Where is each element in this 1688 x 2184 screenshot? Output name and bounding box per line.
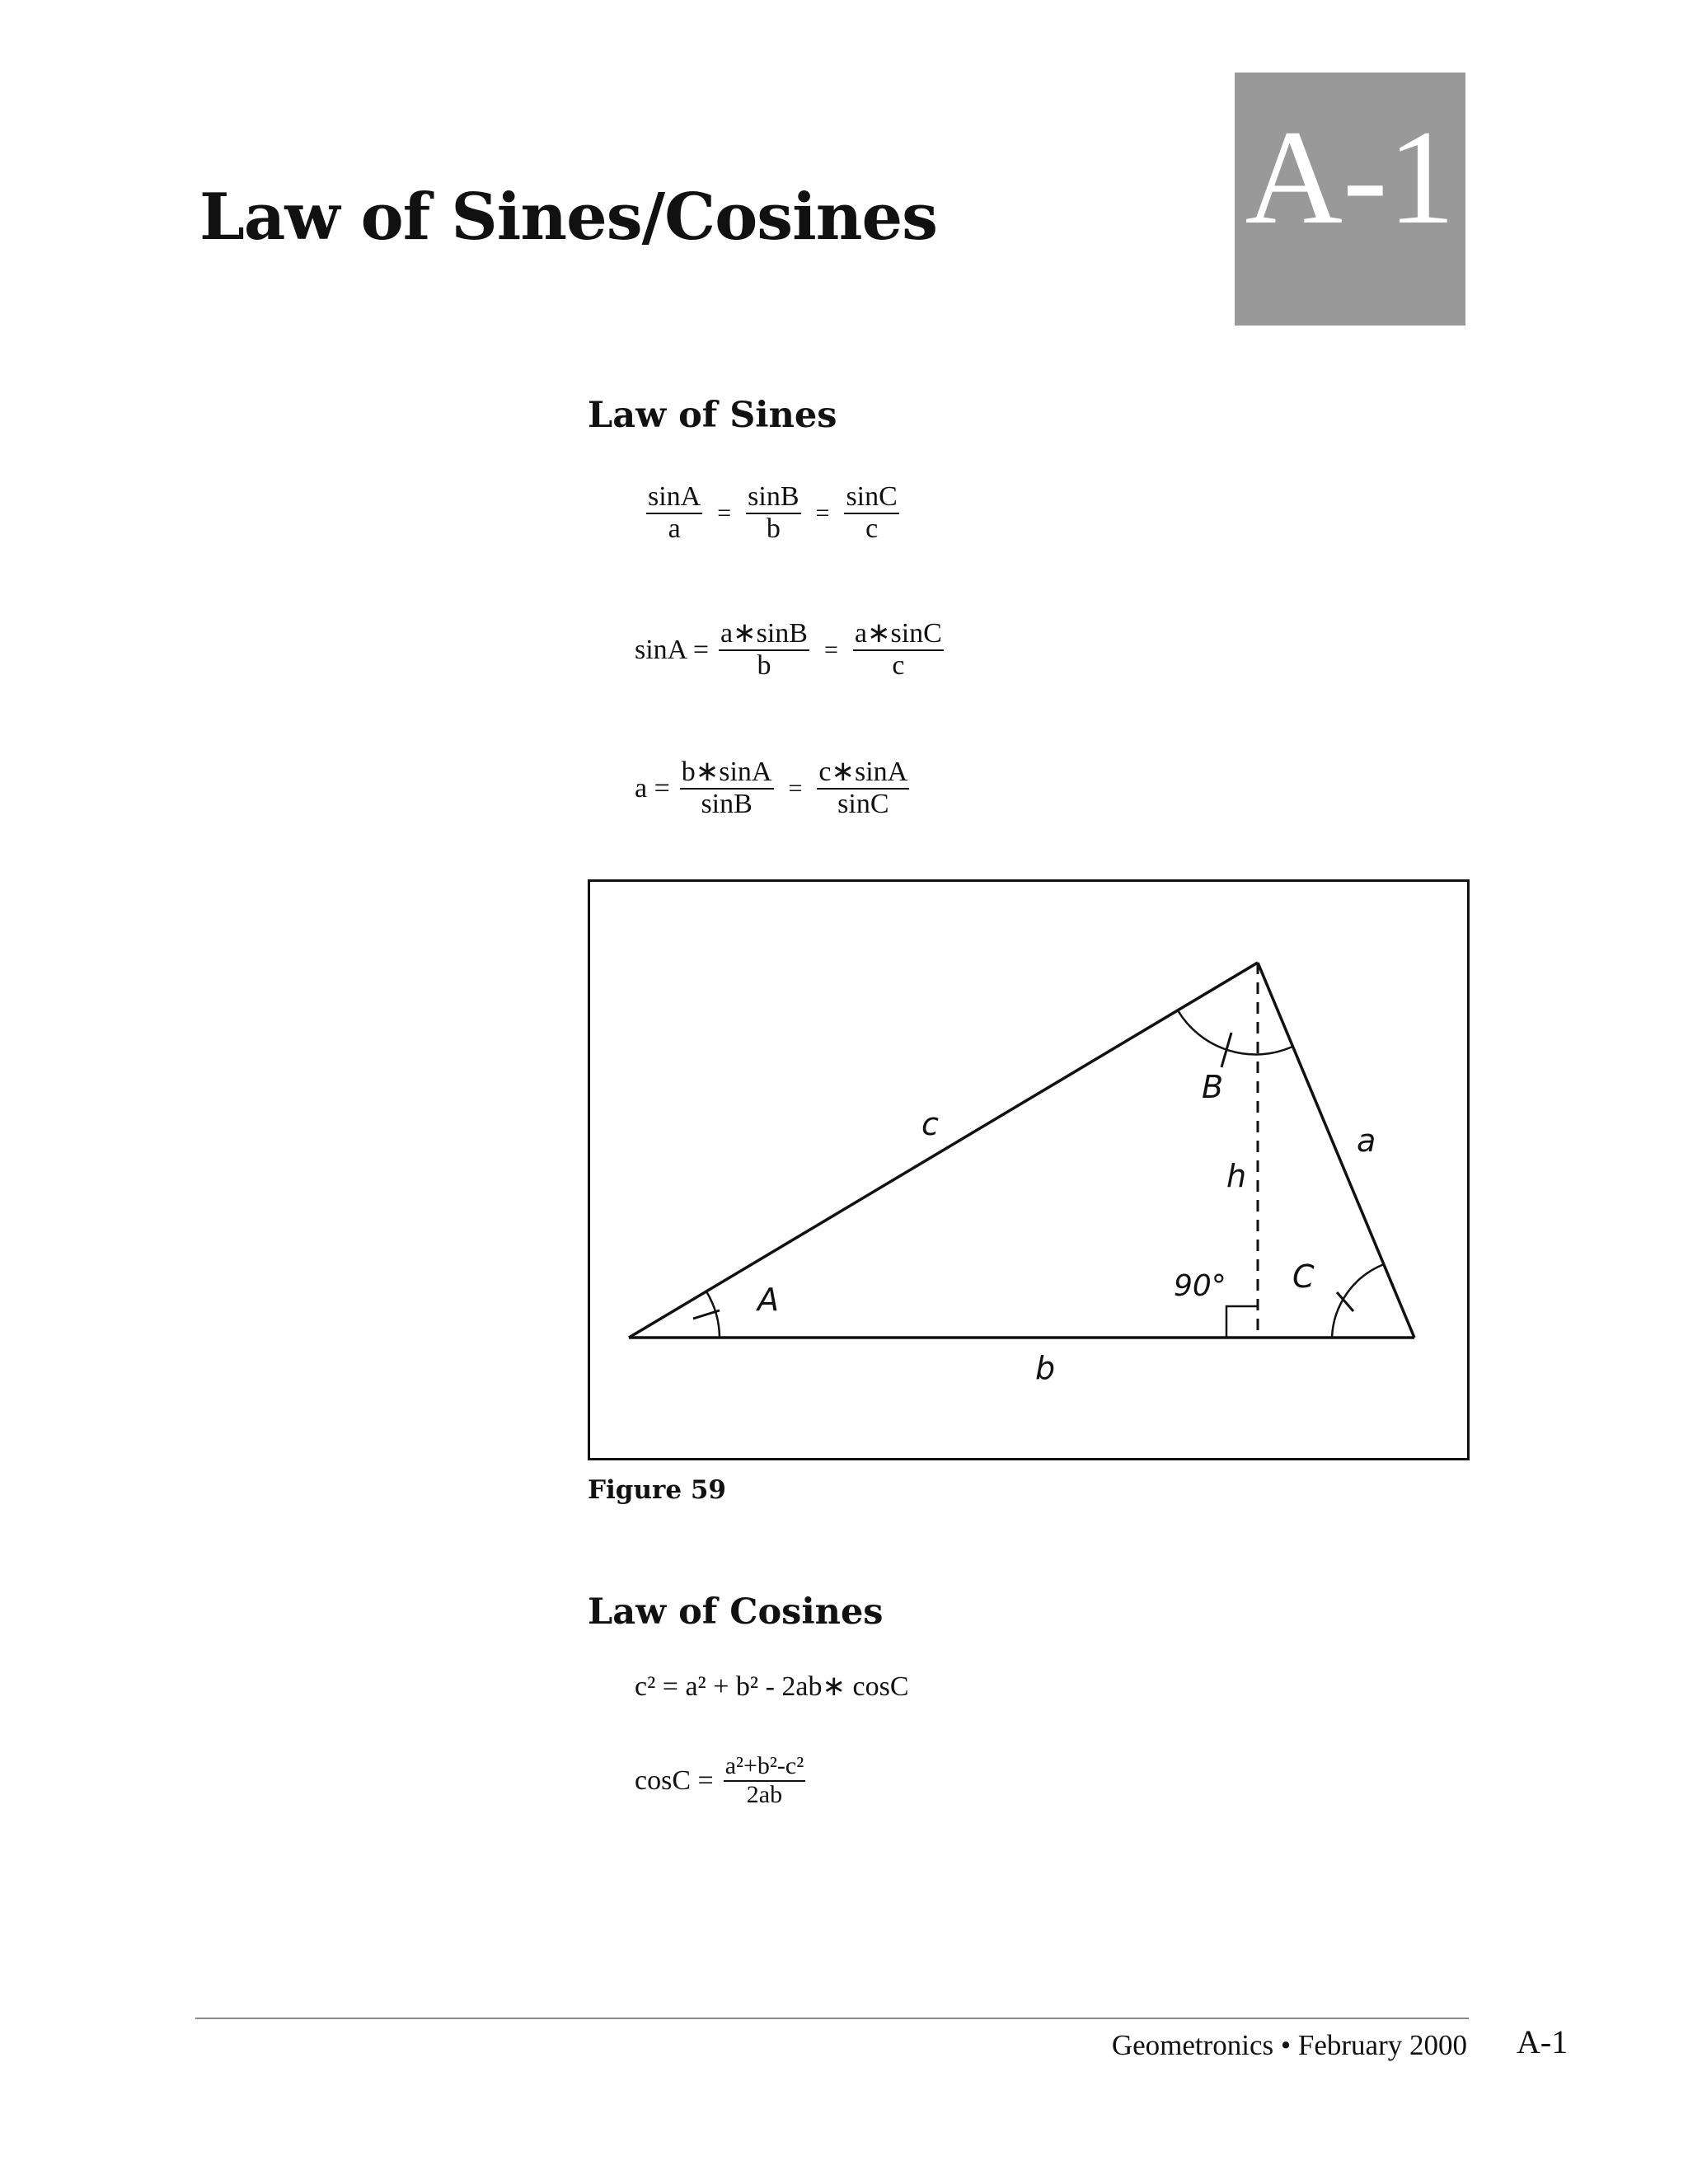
formula-lhs: sinA = bbox=[635, 634, 710, 665]
angle-a-label: A bbox=[757, 1282, 779, 1318]
page-title: Law of Sines/Cosines bbox=[199, 180, 938, 255]
numerator: a∗sinC bbox=[853, 620, 944, 651]
angle-c-label: C bbox=[1292, 1258, 1315, 1295]
formula-lhs: cosC = bbox=[635, 1765, 714, 1796]
numerator: sinC bbox=[844, 483, 898, 514]
fraction bbox=[680, 758, 774, 818]
side-a-label: a bbox=[1357, 1122, 1376, 1159]
fraction bbox=[646, 483, 702, 543]
denominator: c bbox=[865, 513, 879, 544]
numerator: sinA bbox=[646, 483, 702, 514]
right-angle-marker bbox=[1226, 1306, 1258, 1338]
law-of-sines-formula-3 bbox=[635, 758, 912, 818]
side-c-line bbox=[629, 963, 1258, 1338]
law-of-cosines-formula-2 bbox=[635, 1754, 809, 1807]
fraction bbox=[724, 1754, 806, 1807]
angle-b-arc bbox=[1178, 1010, 1292, 1054]
footer-divider bbox=[195, 2018, 1469, 2019]
equals-sign: = bbox=[823, 635, 838, 663]
side-c-label: c bbox=[921, 1106, 939, 1142]
numerator: a²+b²-c² bbox=[724, 1754, 806, 1782]
fraction bbox=[719, 620, 809, 680]
angle-b-label: B bbox=[1202, 1069, 1224, 1105]
fraction bbox=[853, 620, 944, 680]
denominator: b bbox=[757, 650, 771, 681]
footer-text: Geometronics • February 2000 bbox=[1111, 2029, 1467, 2061]
formula-lhs: a = bbox=[635, 772, 670, 804]
fraction bbox=[817, 758, 909, 818]
equals-sign: = bbox=[717, 499, 732, 527]
law-of-sines-heading: Law of Sines bbox=[588, 395, 837, 436]
denominator: sinB bbox=[701, 789, 753, 819]
numerator: a∗sinB bbox=[719, 620, 809, 651]
chapter-tab bbox=[1235, 73, 1465, 326]
law-of-cosines-formula-1 bbox=[635, 1673, 909, 1701]
triangle-diagram bbox=[590, 882, 1467, 1458]
footer-page-number: A-1 bbox=[1517, 2023, 1568, 2060]
formula-text: c² = a² + b² - 2ab∗ cosC bbox=[635, 1671, 909, 1702]
denominator: a bbox=[668, 513, 681, 544]
angle-c-arc bbox=[1332, 1264, 1384, 1338]
equals-sign: = bbox=[815, 499, 830, 527]
equals-sign: = bbox=[788, 774, 803, 802]
right-angle-label: 90° bbox=[1174, 1269, 1226, 1303]
denominator: sinC bbox=[837, 789, 889, 819]
denominator: c bbox=[892, 650, 905, 681]
numerator: c∗sinA bbox=[817, 758, 909, 790]
numerator: b∗sinA bbox=[680, 758, 774, 790]
law-of-sines-formula-2 bbox=[635, 620, 947, 680]
denominator: 2ab bbox=[746, 1781, 783, 1808]
figure-caption: Figure 59 bbox=[588, 1475, 726, 1505]
side-a-line bbox=[1258, 963, 1414, 1338]
fraction bbox=[746, 483, 800, 543]
triangle-figure bbox=[588, 879, 1470, 1460]
numerator: sinB bbox=[746, 483, 800, 514]
fraction bbox=[844, 483, 898, 543]
chapter-tab-label: A-1 bbox=[1245, 102, 1456, 252]
law-of-sines-formula-1 bbox=[643, 483, 903, 543]
altitude-h-label: h bbox=[1226, 1158, 1247, 1194]
denominator: b bbox=[766, 513, 781, 544]
law-of-cosines-heading: Law of Cosines bbox=[588, 1591, 884, 1633]
side-b-label: b bbox=[1035, 1350, 1056, 1386]
